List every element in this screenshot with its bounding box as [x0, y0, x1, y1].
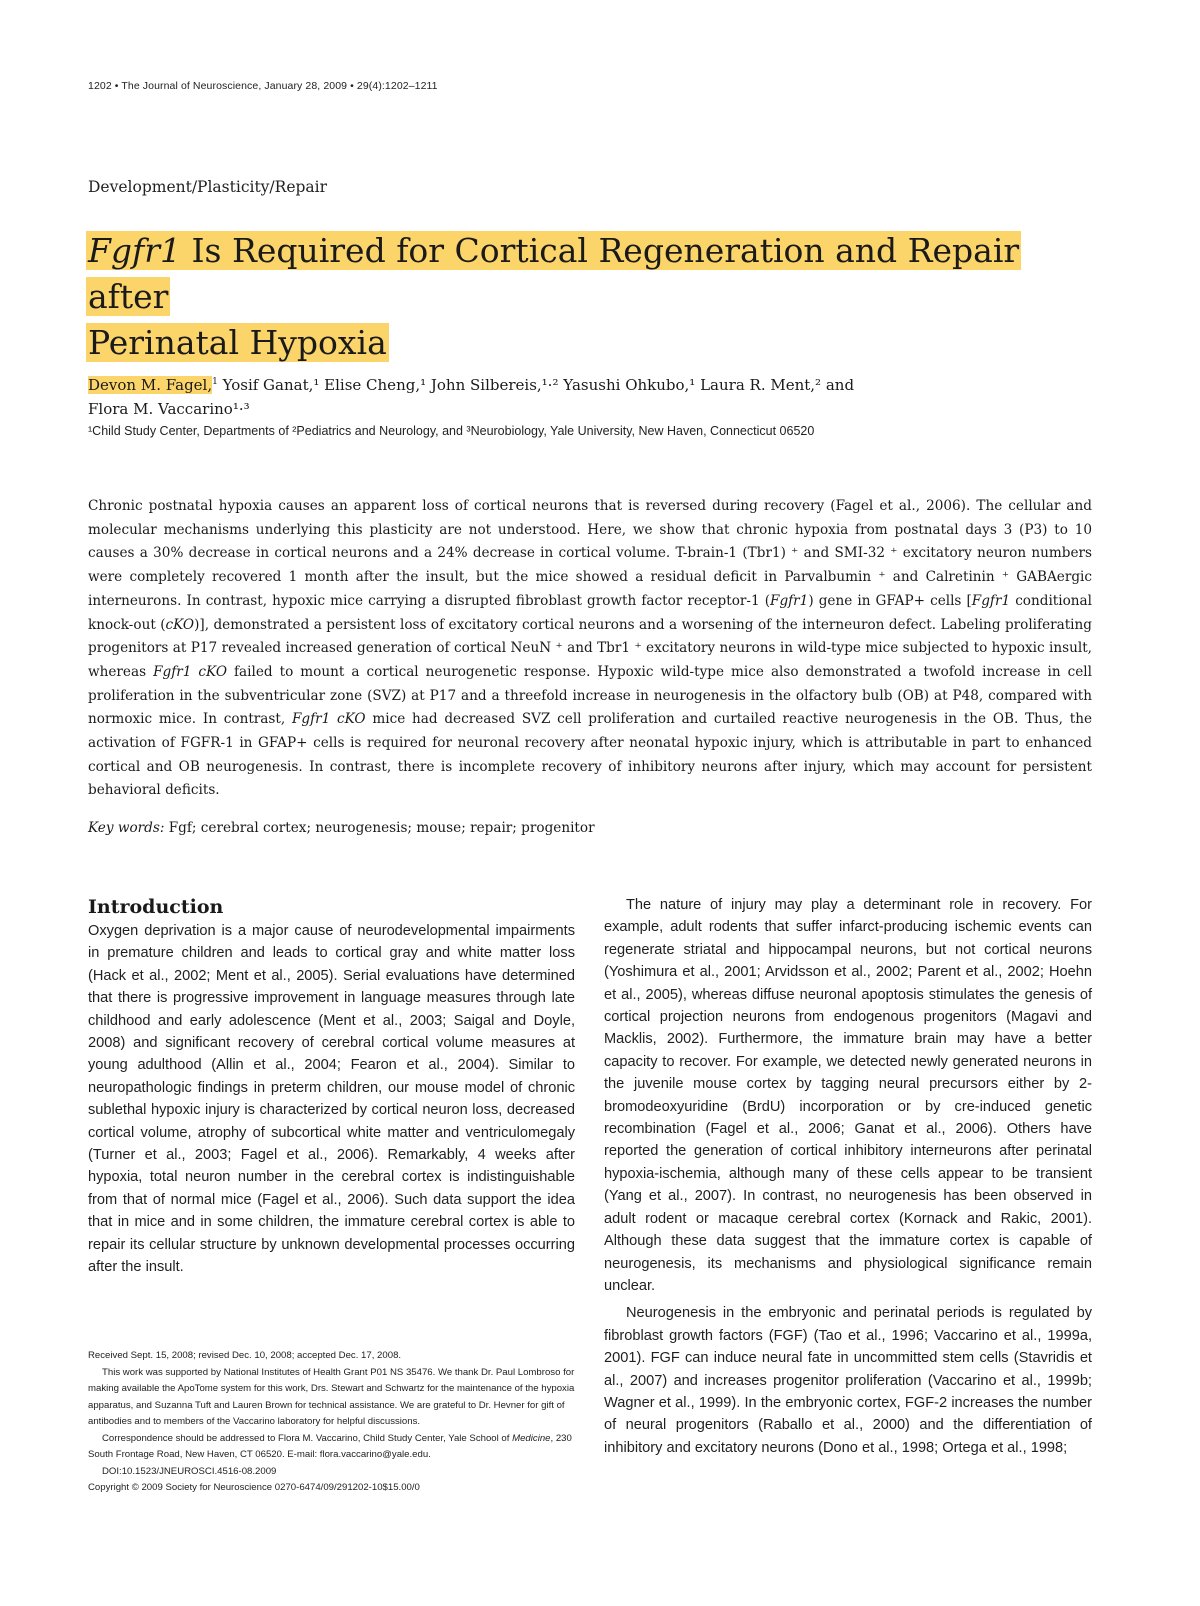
doi: DOI:10.1523/JNEUROSCI.4516-08.2009: [102, 1465, 277, 1477]
title-line1: Is Required for Cortical Regeneration and Repair after: [88, 231, 1020, 316]
abstract-text: Chronic postnatal hypoxia causes an apparent loss of cortical neurons that is reversed during recovery (Fagel et al., 2006). The cellular and molecular mechanisms underlying this plasticity are not understood. Here, we show that chronic hypoxia from postnatal days 3 (P3) to 10 causes a 30% decrease in cortical neurons and a 24% decrease in cortical volume. T-brain-1 (Tbr1) ⁺ and SMI-32 ⁺ excitatory neuron numbers were completely recovered 1 month after the insult, but the mice showed a residual deficit in Parvalbumin ⁺ and Calretinin ⁺ GABAergic interneurons. In contrast, hypoxic mice carrying a disrupted fibroblast growth factor receptor-1 (: [88, 498, 1092, 609]
footnotes: [88, 1348, 575, 1497]
correspondence-emphasis: Medicine: [512, 1432, 551, 1444]
article-title: [86, 228, 1096, 366]
authors-line1: Yosif Ganat,¹ Elise Cheng,¹ John Silbereis,¹·² Yasushi Ohkubo,¹ Laura R. Ment,² and: [217, 376, 855, 394]
authors-line2: Flora M. Vaccarino¹·³: [88, 400, 250, 418]
title-gene: Fgfr1: [88, 231, 182, 270]
introduction-heading: Introduction: [88, 896, 224, 918]
intro-paragraph: Neurogenesis in the embryonic and perinatal periods is regulated by fibroblast growth factors (FGF) (Tao et al., 1996; Vaccarino et al., 1999a, 2001). FGF can induce neural fate in uncommitted stem cells (Stavridis et al., 2007) and increases progenitor proliferation (Vaccarino et al., 1999b; Wagner et al., 1999). In the embryonic cortex, FGF-2 increases the number of neural progenitors (Raballo et al., 2000) and the differentiation of inhibitory and excitatory neurons (Dono et al., 1998; Ortega et al., 1998;: [604, 1305, 1092, 1456]
title-line2: Perinatal Hypoxia: [88, 323, 387, 362]
abstract-text: ) gene in GFAP+ cells [: [808, 592, 972, 609]
copyright: Copyright © 2009 Society for Neuroscience 0270-6474/09/291202-10$15.00/0: [88, 1482, 420, 1493]
correspondence-text: , 230 South Frontage Road, New Haven, CT 06520. E-mail: flora.vaccarino@yale.edu.: [88, 1432, 572, 1460]
keywords-label: Key words:: [88, 820, 165, 836]
abstract: [88, 495, 1092, 803]
left-column: [88, 920, 575, 1279]
abstract-text: conditional knock-out (: [88, 592, 1092, 633]
keywords-text: Fgf; cerebral cortex; neurogenesis; mouse; repair; progenitor: [164, 820, 595, 836]
gene-name: cKO: [165, 616, 195, 633]
title-highlight: [86, 231, 1021, 362]
intro-paragraph: The nature of injury may play a determinant role in recovery. For example, adult rodents that suffer infarct-producing ischemic events can regenerate striatal and hippocampal neurons, but not cortical neurons (Yoshimura et al., 2001; Arvidsson et al., 2002; Parent et al., 2002; Hoehn et al., 2005), whereas diffuse neuronal apoptosis stimulates the genesis of cortical projection neurons from endogenous progenitors (Magavi and Macklis, 2002). Furthermore, the immature brain may have a better capacity to recover. For example, we detected newly generated neurons in the juvenile mouse cortex by tagging neural precursors either by 2-bromodeoxyuridine (BrdU) incorporation or by cre-induced genetic recombination (Fagel et al., 2006; Ganat et al., 2006). Others have reported the generation of cortical inhibitory interneurons after perinatal hypoxia-ischemia, although many of these cells appear to be transient (Yang et al., 2007). In contrast, no neurogenesis has been observed in adult rodent or macaque cerebral cortex (Kornack and Rakic, 2001). Although these data suggest that the immature cortex is capable of neurogenesis, its mechanisms and physiological significance remain unclear.: [604, 897, 1092, 1294]
gene-name: Fgfr1: [770, 592, 809, 609]
abstract-text: )], demonstrated a persistent loss of excitatory cortical neurons and a worsening of the interneuron defect. Labeling proliferating progenitors at P17 revealed increased generation of cortical NeuN ⁺ and Tbr1 ⁺ excitatory neurons in wild-type mice subjected to hypoxic insult, whereas: [88, 616, 1092, 680]
gene-name: Fgfr1 cKO: [153, 663, 227, 680]
funding-note: This work was supported by National Institutes of Health Grant P01 NS 35476. We thank Dr. Paul Lombroso for making available the ApoTome system for this work, Drs. Stewart and Schwartz for the maintenance of the hypoxia apparatus, and Suzanna Tuft and Lauren Brown for technical assistance. We are grateful to Dr. Hevner for gift of antibodies and to members of the Vaccarino laboratory for helpful discussions.: [88, 1366, 575, 1427]
keywords: [88, 820, 1088, 836]
correspondence-note: [88, 1431, 575, 1464]
gene-name: Fgfr1 cKO: [291, 711, 366, 728]
gene-name: Fgfr1: [971, 592, 1011, 609]
first-author: Devon M. Fagel,: [88, 376, 213, 394]
section-label: Development/Plasticity/Repair: [88, 178, 328, 196]
affiliation: ¹Child Study Center, Departments of ²Pediatrics and Neurology, and ³Neurobiology, Yale University, New Haven, Connecticut 06520: [88, 424, 815, 438]
correspondence-text: Correspondence should be addressed to Flora M. Vaccarino, Child Study Center, Yale School of: [102, 1432, 513, 1444]
running-head: 1202 • The Journal of Neuroscience, January 28, 2009 • 29(4):1202–1211: [88, 80, 438, 92]
author-list: [88, 370, 1088, 421]
first-author-affil: 1: [212, 377, 218, 387]
right-column: [604, 894, 1092, 1459]
abstract-text: mice had decreased SVZ cell proliferation and curtailed reactive neurogenesis in the OB. Thus, the activation of FGFR-1 in GFAP+ cells is required for neuronal recovery after neonatal hypoxic injury, which is attributable in part to enhanced cortical and OB neurogenesis. In contrast, there is incomplete recovery of inhibitory neurons after injury, which may account for persistent behavioral deficits.: [88, 711, 1092, 799]
received-dates: Received Sept. 15, 2008; revised Dec. 10, 2008; accepted Dec. 17, 2008.: [88, 1350, 402, 1361]
intro-paragraph: Oxygen deprivation is a major cause of neurodevelopmental impairments in premature children and leads to cortical gray and white matter loss (Hack et al., 2002; Ment et al., 2005). Serial evaluations have determined that there is progressive improvement in language measures through late childhood and early adolescence (Ment et al., 2003; Saigal and Doyle, 2008) and significant recovery of cerebral cortical volume measures at young adulthood (Allin et al., 2004; Fearon et al., 2004). Similar to neuropathologic findings in preterm children, our mouse model of chronic sublethal hypoxic injury is characterized by cortical neuron loss, decreased cortical volume, atrophy of subcortical white matter and ventriculomegaly (Turner et al., 2003; Fagel et al., 2006). Remarkably, 4 weeks after hypoxia, total neuron number in the cerebral cortex is indistinguishable from that of normal mice (Fagel et al., 2006). Such data support the idea that in mice and in some children, the immature cerebral cortex is able to repair its cellular structure by unknown developmental processes occurring after the insult.: [88, 923, 575, 1276]
abstract-text: failed to mount a cortical neurogenetic response. Hypoxic wild-type mice also demonstrated a twofold increase in cell proliferation in the subventricular zone (SVZ) at P17 and a threefold increase in neurogenesis in the olfactory bulb (OB) at P48, compared with normoxic mice. In contrast,: [88, 663, 1092, 728]
